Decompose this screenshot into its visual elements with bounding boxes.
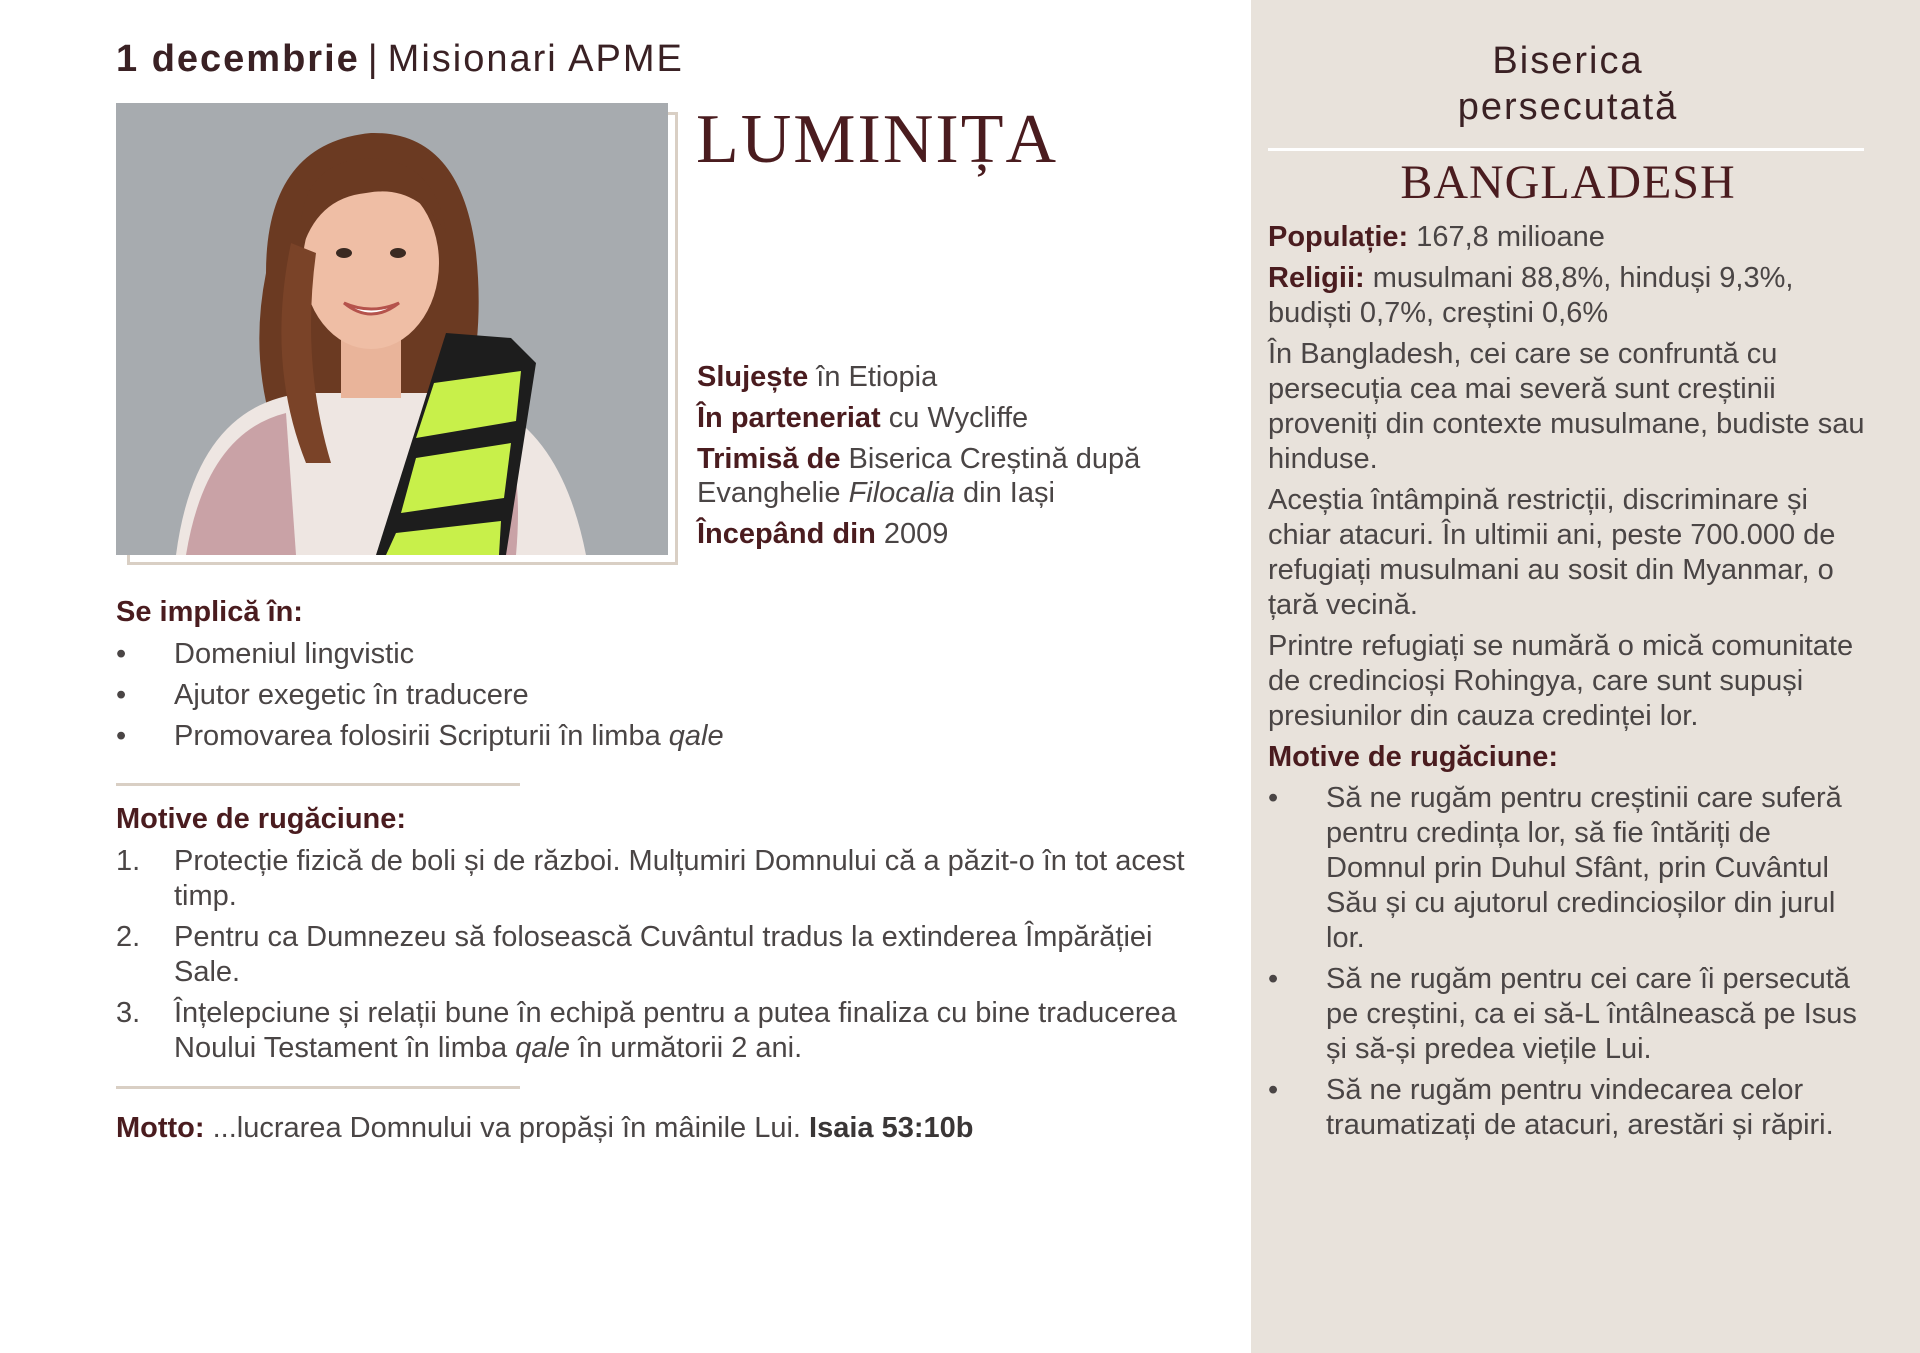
section-divider	[116, 1086, 520, 1089]
section-divider	[116, 783, 520, 786]
motto	[116, 1112, 973, 1145]
sent-value-city: din Iași	[963, 477, 1055, 509]
list-item	[116, 920, 1196, 990]
panel-title-line2: persecutată	[1457, 86, 1679, 128]
motto-label: Motto:	[116, 1112, 205, 1144]
category-label: Misionari APME	[387, 38, 684, 80]
missionary-photo	[116, 103, 668, 555]
list-item	[116, 678, 1196, 713]
list-item-text: Înțelepciune și relații bune în echipă pentru a putea finaliza cu bine traducerea Noului Testament în limba	[174, 997, 1177, 1064]
serves-value: în Etiopia	[816, 361, 938, 393]
number-marker: 2.	[116, 921, 141, 953]
number-marker: 3.	[116, 997, 141, 1029]
partner-line	[697, 401, 1217, 435]
population-value: 167,8 milioane	[1416, 221, 1605, 253]
involvement-title: Se implică în:	[116, 596, 303, 628]
panel-title	[1268, 38, 1868, 130]
bullet-marker: •	[116, 720, 127, 752]
list-item	[1268, 962, 1868, 1067]
religions-line	[1268, 261, 1868, 331]
list-item	[116, 996, 1196, 1066]
sent-line	[697, 442, 1217, 510]
list-item	[1268, 781, 1868, 956]
date-label: 1 decembrie	[116, 38, 360, 80]
motto-reference: Isaia 53:10b	[809, 1112, 974, 1144]
list-item-italic: qale	[515, 1032, 571, 1064]
number-marker: 1.	[116, 845, 141, 877]
prayer-list	[116, 844, 1196, 1072]
list-item	[116, 844, 1196, 914]
population-line	[1268, 220, 1868, 255]
religions-value: musulmani 88,8%, hinduși 9,3%, budiști 0,7%, creștini 0,6%	[1268, 262, 1794, 329]
list-item-text: Promovarea folosirii Scripturii în limba	[174, 720, 661, 752]
panel-paragraph: Aceștia întâmpină restricții, discriminare și chiar atacuri. În ultimii ani, peste 700.000 de refugiați musulmani au sosit din Myanmar, o țară vecină.	[1268, 484, 1836, 621]
page-header	[116, 38, 684, 81]
list-item-text: Să ne rugăm pentru creștinii care suferă pentru credința lor, să fie întăriți de Domnul prin Duhul Sfânt, prin Cuvântul Său și cu ajutorul credincioșilor din jurul lor.	[1326, 782, 1842, 954]
bullet-marker: •	[116, 638, 127, 670]
list-item-text: Protecție fizică de boli și de război. Mulțumiri Domnului că a păzit-o în tot acest timp.	[174, 845, 1185, 912]
religions-label: Religii:	[1268, 262, 1365, 294]
list-item-text: Domeniul lingvistic	[174, 638, 415, 670]
portrait-illustration	[116, 103, 668, 555]
population-label: Populație:	[1268, 221, 1409, 253]
since-line	[697, 517, 1217, 551]
list-item-text: Ajutor exegetic în traducere	[174, 679, 529, 711]
partner-label: În parteneriat	[697, 402, 881, 434]
list-item-text: Să ne rugăm pentru vindecarea celor traumatizați de atacuri, arestări și răpiri.	[1326, 1074, 1834, 1141]
list-item	[1268, 1073, 1868, 1143]
serves-label: Slujește	[697, 361, 809, 393]
sent-value: Biserica Creștină după Evanghelie	[697, 443, 1141, 509]
list-item-italic: qale	[668, 720, 724, 752]
serves-line	[697, 360, 1217, 394]
panel-divider	[1268, 148, 1864, 151]
sent-label: Trimisă de	[697, 443, 841, 475]
panel-prayer-title: Motive de rugăciune:	[1268, 741, 1559, 773]
bullet-marker: •	[1268, 1074, 1279, 1106]
country-name: BANGLADESH	[1400, 156, 1736, 209]
bullet-marker: •	[1268, 782, 1279, 814]
partner-value: cu Wycliffe	[888, 402, 1029, 434]
missionary-info	[697, 360, 1217, 558]
list-item	[116, 719, 1196, 754]
list-item-text-after: în următorii 2 ani.	[578, 1032, 803, 1064]
header-separator: |	[367, 38, 380, 80]
list-item	[116, 637, 1196, 672]
since-value: 2009	[883, 518, 949, 550]
list-item-text: Să ne rugăm pentru cei care îi persecută pe creștini, ca ei să-L întâlnească pe Isus și să-și predea viețile Lui.	[1326, 963, 1857, 1065]
since-label: Începând din	[697, 518, 876, 550]
panel-paragraph: Printre refugiați se numără o mică comunitate de credincioși Rohingya, care sunt supuși presiunilor din cauza credinței lor.	[1268, 630, 1854, 732]
motto-text: ...lucrarea Domnului va propăși în mâinile Lui.	[212, 1112, 801, 1144]
involvement-list	[116, 637, 1196, 760]
list-item-text: Pentru ca Dumnezeu să folosească Cuvântul tradus la extinderea Împărăției Sale.	[174, 921, 1153, 988]
bullet-marker: •	[1268, 963, 1279, 995]
panel-body	[1268, 220, 1868, 1149]
panel-paragraph: În Bangladesh, cei care se confruntă cu persecuția cea mai severă sunt creștinii proveniți din contexte musulmane, budiste sau hinduse.	[1268, 338, 1865, 475]
panel-title-line1: Biserica	[1492, 40, 1644, 82]
missionary-name: LUMINIȚA	[696, 101, 1059, 178]
panel-prayer-list	[1268, 781, 1868, 1143]
bullet-marker: •	[116, 679, 127, 711]
sent-value-italic: Filocalia	[848, 477, 955, 509]
prayer-title: Motive de rugăciune:	[116, 803, 407, 835]
